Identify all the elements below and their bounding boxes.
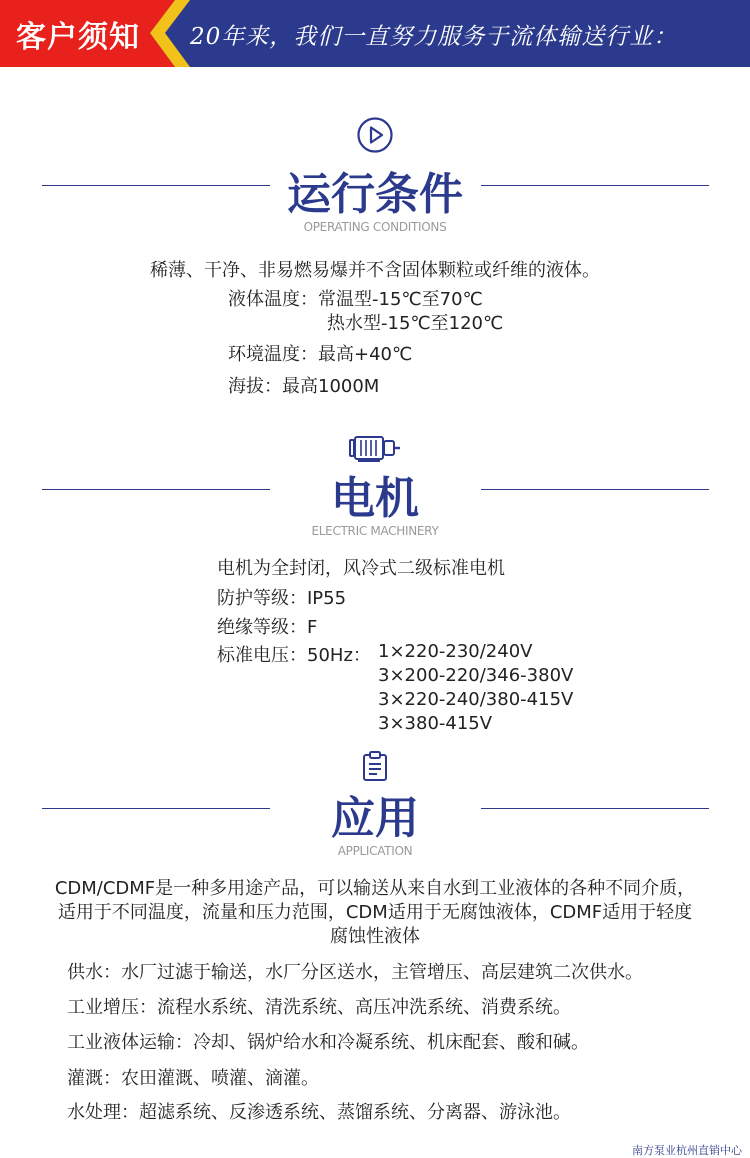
application-item-irrigation: 灌溉：农田灌溉、喷灌、滴灌。 xyxy=(67,1068,319,1089)
application-intro-1: CDM/CDMF是一种多用途产品，可以输送从来自水到工业液体的各种不同介质， xyxy=(54,878,696,899)
clipboard-icon xyxy=(0,750,750,782)
motor-icon xyxy=(0,432,750,464)
motor-voltage-4: 3×380-415V xyxy=(378,713,493,734)
operating-line-hot-type: 热水型-15℃至120℃ xyxy=(327,313,504,334)
motor-line-protection: 防护等级：IP55 xyxy=(217,588,347,609)
application-item-water-supply: 供水：水厂过滤于输送，水厂分区送水，主管增压、高层建筑二次供水。 xyxy=(67,962,643,983)
banner-title: 客户须知 xyxy=(16,20,140,55)
footer-brand: 南方泵业杭州直销中心 xyxy=(632,1144,742,1157)
section-subtitle-motor: ELECTRIC MACHINERY xyxy=(311,524,439,538)
operating-line-ambient: 环境温度：最高+40℃ xyxy=(228,344,413,365)
application-intro-3: 腐蚀性液体 xyxy=(330,926,420,947)
section-title-operating: 运行条件 xyxy=(287,169,463,220)
motor-voltage-3: 3×220-240/380-415V xyxy=(378,689,574,710)
section-subtitle-operating: OPERATING CONDITIONS xyxy=(303,220,447,234)
application-item-industrial-boost: 工业增压：流程水系统、清洗系统、高压冲洗系统、消费系统。 xyxy=(67,997,571,1018)
header-banner xyxy=(0,0,750,67)
operating-line-altitude: 海拔：最高1000M xyxy=(228,376,380,397)
play-circle-icon xyxy=(0,116,750,154)
operating-line-liquid-temp: 液体温度：常温型-15℃至70℃ xyxy=(228,289,483,310)
motor-line-type: 电机为全封闭，风冷式二级标准电机 xyxy=(217,558,505,579)
banner-slogan: 20年来，我们一直努力服务于流体输送行业： xyxy=(190,24,678,50)
section-subtitle-application: APPLICATION xyxy=(337,844,413,858)
motor-line-voltage-label: 标准电压：50Hz： xyxy=(217,645,371,666)
application-intro-2: 适用于不同温度，流量和压力范围，CDM适用于无腐蚀液体，CDMF适用于轻度 xyxy=(57,902,693,923)
operating-line-fluid: 稀薄、干净、非易燃易爆并不含固体颗粒或纤维的液体。 xyxy=(150,260,600,281)
application-item-water-treatment: 水处理：超滤系统、反渗透系统、蒸馏系统、分离器、游泳池。 xyxy=(67,1102,571,1123)
section-title-motor: 电机 xyxy=(331,473,419,524)
application-item-industrial-liquid: 工业液体运输：冷却、锅炉给水和冷凝系统、机床配套、酸和碱。 xyxy=(67,1032,589,1053)
motor-voltage-1: 1×220-230/240V xyxy=(378,641,533,662)
motor-voltage-2: 3×200-220/346-380V xyxy=(378,665,574,686)
motor-line-insulation: 绝缘等级：F xyxy=(217,617,318,638)
section-title-application: 应用 xyxy=(331,793,419,844)
